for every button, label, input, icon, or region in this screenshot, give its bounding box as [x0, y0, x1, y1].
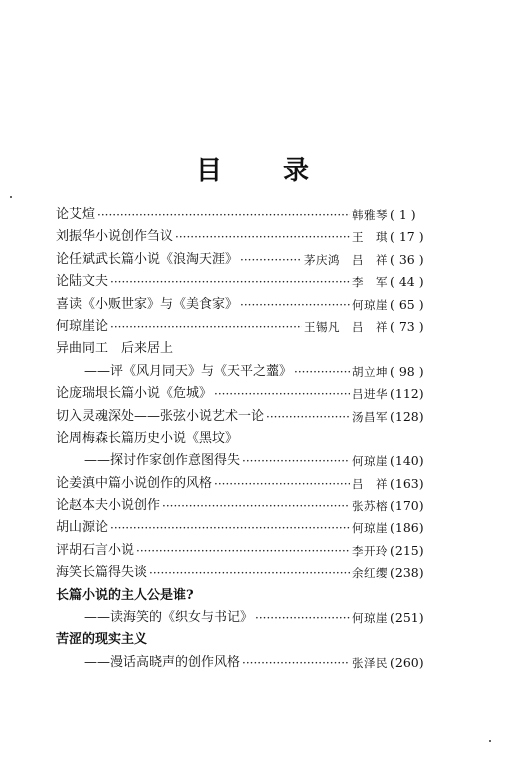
- entry-author: 茅庆鸿 吕 祥: [304, 252, 388, 267]
- toc-entry-heading[interactable]: [56, 585, 446, 607]
- toc-entry[interactable]: [56, 383, 446, 405]
- entry-title: ——探讨作家创作意图得失: [84, 453, 241, 469]
- entry-title: 评胡石言小说: [56, 542, 135, 558]
- entry-title: 论艾煊: [56, 207, 96, 222]
- entry-title: 胡山源论: [56, 520, 109, 536]
- toc-entry[interactable]: [56, 316, 446, 338]
- entry-page: (170): [390, 498, 424, 514]
- dot-leader: [242, 450, 350, 472]
- entry-author: 王锡凡 吕 祥: [304, 319, 388, 334]
- entry-author: 吕 祥: [352, 476, 388, 491]
- entry-page: ( 73 ): [390, 318, 424, 334]
- entry-author: 王 琪: [352, 230, 388, 245]
- entry-page: (128): [390, 408, 424, 424]
- page-title: 目 录: [195, 156, 336, 186]
- toc-entry[interactable]: [56, 517, 446, 539]
- entry-title: 论庞瑞垠长篇小说《危城》: [56, 386, 213, 402]
- toc-entry-heading[interactable]: [56, 428, 446, 450]
- entry-author: 韩雅琴: [352, 208, 388, 222]
- toc-entry[interactable]: [56, 540, 446, 562]
- toc-entry[interactable]: [56, 249, 446, 271]
- dot-leader: [214, 473, 350, 495]
- dot-leader: [110, 316, 302, 338]
- entry-title: 论任斌武长篇小说《浪淘天涯》: [56, 251, 239, 267]
- entry-page: ( 44 ): [390, 274, 424, 290]
- entry-page: ( 17 ): [390, 229, 424, 245]
- entry-page: (251): [390, 610, 424, 626]
- entry-title: 论赵本夫小说创作: [56, 498, 161, 514]
- entry-author: 李 军: [352, 275, 388, 290]
- dot-leader: [162, 495, 350, 517]
- toc-entry-subtitle[interactable]: [56, 652, 446, 674]
- entry-title: 海笑长篇得失谈: [56, 565, 148, 581]
- dot-leader: [240, 294, 350, 316]
- toc-entry[interactable]: [56, 271, 446, 293]
- entry-page: (140): [390, 453, 424, 469]
- toc-entry-subtitle[interactable]: [56, 361, 446, 383]
- entry-title: ——评《风月同天》与《天平之虀》: [84, 363, 293, 379]
- dot-leader: [266, 406, 350, 428]
- entry-author: 李开玲: [352, 543, 388, 558]
- dot-leader: [294, 361, 350, 383]
- entry-page: ( 65 ): [390, 296, 424, 312]
- entry-author: 张苏榕: [352, 499, 388, 514]
- entry-page: (163): [390, 475, 424, 491]
- entry-title: 论陆文夫: [56, 274, 109, 290]
- dot-leader: [242, 652, 350, 674]
- scan-speck: [10, 196, 12, 198]
- dot-leader: [136, 540, 350, 562]
- entry-author: 张泽民: [352, 655, 388, 670]
- toc-entry-heading[interactable]: [56, 629, 446, 651]
- entry-title: ——读海笑的《织女与书记》: [84, 610, 254, 626]
- entry-title: 苦涩的现实主义: [56, 632, 148, 648]
- entry-title: 刘振华小说创作刍议: [56, 229, 174, 245]
- table-of-contents: [56, 204, 446, 674]
- toc-entry[interactable]: [56, 294, 446, 316]
- entry-page: (238): [390, 565, 424, 581]
- entry-page: (260): [390, 654, 424, 670]
- entry-author: 何琼崖: [352, 521, 388, 536]
- dot-leader: [110, 517, 350, 539]
- entry-title: 喜读《小贩世家》与《美食家》: [56, 296, 239, 312]
- entry-page: ( 98 ): [390, 363, 424, 379]
- toc-entry[interactable]: [56, 473, 446, 495]
- entry-author: 汤昌军: [352, 409, 388, 424]
- entry-title: 论姜滇中篇小说创作的风格: [56, 475, 213, 491]
- toc-entry-heading[interactable]: [56, 338, 446, 360]
- entry-author: 吕进华: [352, 387, 388, 402]
- toc-entry-subtitle[interactable]: [56, 607, 446, 629]
- entry-author: 何琼崖: [352, 297, 388, 312]
- scan-speck: [489, 740, 491, 742]
- dot-leader: [175, 226, 350, 248]
- entry-author: 余红缨: [352, 566, 388, 581]
- entry-page: (112): [390, 386, 424, 402]
- entry-title: 异曲同工 后来居上: [56, 341, 174, 357]
- toc-entry[interactable]: [56, 226, 446, 248]
- entry-title: 长篇小说的主人公是谁?: [56, 587, 194, 603]
- entry-title: 论周梅森长篇历史小说《黑坟》: [56, 430, 239, 446]
- entry-page: ( 36 ): [390, 251, 424, 267]
- entry-title: ——漫话高晓声的创作风格: [84, 654, 241, 670]
- entry-title: 何琼崖论: [56, 318, 109, 334]
- toc-entry[interactable]: [56, 495, 446, 517]
- dot-leader: [214, 383, 350, 405]
- toc-entry[interactable]: [56, 406, 446, 428]
- entry-author: 何琼崖: [352, 611, 388, 626]
- toc-entry[interactable]: [56, 562, 446, 584]
- entry-page: (215): [390, 542, 424, 558]
- dot-leader: [240, 249, 302, 271]
- entry-title: 切入灵魂深处——张弦小说艺术一论: [56, 408, 265, 424]
- dot-leader: [97, 204, 350, 226]
- entry-author: 胡立坤: [352, 364, 388, 379]
- toc-entry[interactable]: [56, 204, 446, 226]
- entry-page: (186): [390, 520, 424, 536]
- toc-entry-subtitle[interactable]: [56, 450, 446, 472]
- dot-leader: [110, 271, 350, 293]
- dot-leader: [255, 607, 350, 629]
- entry-page: ( 1 ): [390, 207, 416, 222]
- entry-author: 何琼崖: [352, 454, 388, 469]
- dot-leader: [149, 562, 350, 584]
